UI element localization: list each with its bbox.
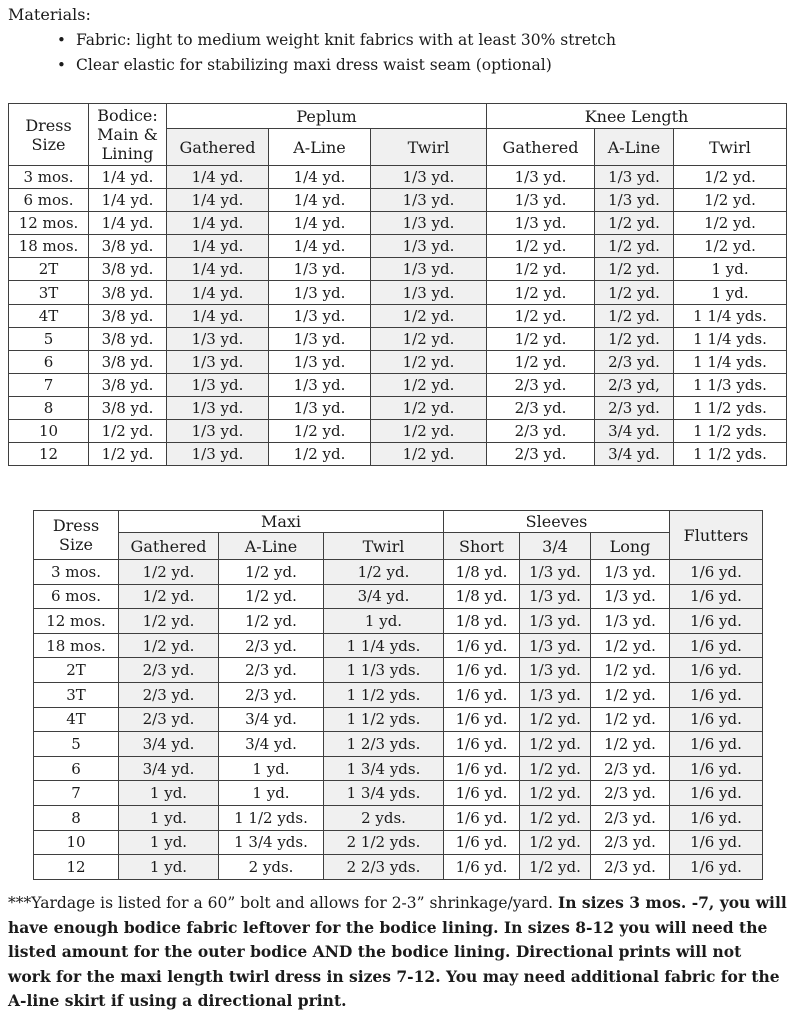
yardage-cell: 2 yds. [324, 805, 444, 830]
table-row [34, 682, 763, 707]
yardage-cell: 1/3 yd. [167, 443, 269, 466]
yardage-cell: 1/4 yd. [269, 235, 371, 258]
yardage-cell: 1 1/2 yds. [674, 396, 787, 419]
dress-size-cell: 10 [9, 420, 89, 443]
dress-size-cell: 2T [9, 258, 89, 281]
yardage-cell: 1/3 yd. [487, 212, 595, 235]
yardage-cell: 1/8 yd. [444, 560, 520, 585]
yardage-cell: 1 yd. [119, 781, 219, 806]
table2-group-sleeves: Sleeves [444, 511, 670, 533]
yardage-cell: 1/2 yd. [487, 235, 595, 258]
yardage-cell: 2/3 yd. [595, 350, 674, 373]
yardage-cell: 1/3 yd. [269, 258, 371, 281]
yardage-cell: 2 1/2 yds. [324, 830, 444, 855]
table2-sleeve-long-header: Long [591, 533, 670, 560]
yardage-cell: 1/2 yd. [371, 373, 487, 396]
yardage-cell: 1 yd. [674, 258, 787, 281]
yardage-cell: 1 1/2 yds. [324, 707, 444, 732]
yardage-cell: 1/6 yd. [670, 560, 763, 585]
table-row [9, 235, 787, 258]
yardage-cell: 2/3 yd. [119, 707, 219, 732]
table-row [34, 658, 763, 683]
yardage-cell: 3/4 yd. [595, 420, 674, 443]
yardage-cell: 1 1/4 yds. [674, 350, 787, 373]
yardage-cell: 1 3/4 yds. [219, 830, 324, 855]
table2-group-header-row [34, 511, 763, 533]
table1-group-knee-length: Knee Length [487, 104, 787, 129]
yardage-cell: 1 yd. [674, 281, 787, 304]
yardage-cell: 1/6 yd. [670, 633, 763, 658]
dress-size-cell: 3 mos. [9, 166, 89, 189]
yardage-cell: 1/3 yd. [520, 584, 591, 609]
yardage-cell: 2/3 yd. [591, 781, 670, 806]
yardage-cell: 1/2 yd. [487, 281, 595, 304]
yardage-cell: 1/2 yd. [674, 189, 787, 212]
yardage-cell: 1 yd. [219, 781, 324, 806]
yardage-cell: 2/3 yd. [219, 682, 324, 707]
yardage-cell: 1/2 yd. [487, 327, 595, 350]
yardage-cell: 1/2 yd. [119, 633, 219, 658]
dress-size-cell: 3T [34, 682, 119, 707]
yardage-cell: 1/4 yd. [269, 189, 371, 212]
dress-size-cell: 7 [34, 781, 119, 806]
yardage-cell: 1 1/3 yds. [674, 373, 787, 396]
dress-size-cell: 6 [34, 756, 119, 781]
yardage-cell: 1/2 yd. [89, 443, 167, 466]
yardage-cell: 1/3 yd. [371, 281, 487, 304]
table-row [9, 327, 787, 350]
yardage-cell: 1 1/2 yds. [324, 682, 444, 707]
yardage-cell: 1/3 yd. [520, 682, 591, 707]
yardage-cell: 1/4 yd. [167, 281, 269, 304]
dress-size-cell: 3 mos. [34, 560, 119, 585]
yardage-cell: 1/4 yd. [167, 304, 269, 327]
yardage-cell: 1/3 yd. [269, 350, 371, 373]
table2-body [34, 560, 763, 880]
yardage-cell: 1/3 yd. [167, 327, 269, 350]
yardage-cell: 1/3 yd. [371, 258, 487, 281]
yardage-cell: 1 yd. [219, 756, 324, 781]
yardage-cell: 1/6 yd. [670, 707, 763, 732]
yardage-cell: 1/2 yd. [119, 609, 219, 634]
materials-bullet-elastic: • Clear elastic for stabilizing maxi dress waist seam (optional) [57, 53, 786, 78]
yardage-cell: 1/8 yd. [444, 609, 520, 634]
yardage-cell: 1/6 yd. [670, 658, 763, 683]
yardage-cell: 1/2 yd. [591, 707, 670, 732]
yardage-cell: 1/2 yd. [269, 420, 371, 443]
table1-knee-gathered-header: Gathered [487, 129, 595, 166]
table-row [9, 189, 787, 212]
yardage-cell: 1/3 yd. [520, 633, 591, 658]
table2-maxi-gathered-header: Gathered [119, 533, 219, 560]
yardage-cell: 1/2 yd. [595, 235, 674, 258]
yardage-cell: 1/2 yd. [371, 420, 487, 443]
yardage-cell: 1/2 yd. [219, 584, 324, 609]
table2-group-maxi: Maxi [119, 511, 444, 533]
yardage-cell: 3/8 yd. [89, 327, 167, 350]
yardage-cell: 2/3 yd. [591, 805, 670, 830]
yardage-cell: 3/8 yd. [89, 258, 167, 281]
table-row [9, 281, 787, 304]
yardage-cell: 1/6 yd. [444, 781, 520, 806]
dress-size-cell: 12 mos. [9, 212, 89, 235]
yardage-cell: 3/4 yd. [219, 707, 324, 732]
table-row [34, 781, 763, 806]
yardage-cell: 1/3 yd. [269, 373, 371, 396]
dress-size-cell: 18 mos. [9, 235, 89, 258]
yardage-cell: 2/3 yd, [595, 373, 674, 396]
materials-title: Materials: [8, 5, 91, 24]
yardage-cell: 2 2/3 yds. [324, 855, 444, 880]
yardage-cell: 1/3 yd. [269, 396, 371, 419]
table-row [34, 732, 763, 757]
yardage-cell: 1/6 yd. [444, 658, 520, 683]
yardage-cell: 1/6 yd. [444, 830, 520, 855]
yardage-cell: 1/2 yd. [324, 560, 444, 585]
yardage-cell: 3/4 yd. [119, 732, 219, 757]
yardage-cell: 3/4 yd. [324, 584, 444, 609]
yardage-cell: 1/2 yd. [591, 633, 670, 658]
dress-size-cell: 10 [34, 830, 119, 855]
yardage-cell: 1/3 yd. [595, 166, 674, 189]
yardage-cell: 2 yds. [219, 855, 324, 880]
yardage-cell: 1/3 yd. [269, 327, 371, 350]
yardage-cell: 1 1/4 yds. [674, 304, 787, 327]
yardage-cell: 1/4 yd. [89, 212, 167, 235]
table-row [9, 350, 787, 373]
yardage-cell: 2/3 yd. [487, 420, 595, 443]
yardage-cell: 1/2 yd. [595, 212, 674, 235]
yardage-cell: 1 1/2 yds. [674, 443, 787, 466]
table1-group-peplum: Peplum [167, 104, 487, 129]
yardage-cell: 1/8 yd. [444, 584, 520, 609]
table-row [9, 420, 787, 443]
yardage-cell: 1/4 yd. [167, 258, 269, 281]
table-row [9, 443, 787, 466]
yardage-cell: 2/3 yd. [219, 658, 324, 683]
yardage-cell: 1 2/3 yds. [324, 732, 444, 757]
table-row [34, 633, 763, 658]
yardage-cell: 1/2 yd. [520, 756, 591, 781]
footnote-bold-text: In sizes 3 mos. -7, you will have enough bodice fabric leftover for the bodice lining. In sizes 8-12 you will need the listed amount for the outer bodice AND the bodice lining. Directional prints will not work for the maxi length twirl dress in sizes 7-12. You may need additional fabric for the A-line skirt if using a directional print. [8, 893, 787, 1010]
yardage-cell: 1/2 yd. [371, 327, 487, 350]
yardage-cell: 3/4 yd. [595, 443, 674, 466]
yardage-cell: 2/3 yd. [219, 633, 324, 658]
table1-knee-aline-header: A-Line [595, 129, 674, 166]
yardage-cell: 1/6 yd. [670, 805, 763, 830]
table-row [9, 166, 787, 189]
yardage-cell: 2/3 yd. [487, 373, 595, 396]
table2-maxi-twirl-header: Twirl [324, 533, 444, 560]
yardage-cell: 1/4 yd. [89, 189, 167, 212]
yardage-cell: 1/2 yd. [219, 609, 324, 634]
yardage-cell: 2/3 yd. [591, 855, 670, 880]
yardage-cell: 3/8 yd. [89, 235, 167, 258]
yardage-cell: 1/6 yd. [670, 609, 763, 634]
table1-peplum-gathered-header: Gathered [167, 129, 269, 166]
dress-size-cell: 12 [34, 855, 119, 880]
yardage-cell: 1/2 yd. [371, 304, 487, 327]
yardage-cell: 3/4 yd. [219, 732, 324, 757]
yardage-cell: 1/3 yd. [371, 212, 487, 235]
table1-bodice-header: Bodice: Main & Lining [89, 104, 167, 166]
yardage-cell: 1/3 yd. [371, 166, 487, 189]
yardage-cell: 1/2 yd. [591, 682, 670, 707]
materials-list [8, 28, 786, 78]
yardage-cell: 1/2 yd. [487, 304, 595, 327]
yardage-cell: 1/2 yd. [371, 443, 487, 466]
yardage-cell: 1/2 yd. [520, 855, 591, 880]
dress-size-cell: 6 mos. [9, 189, 89, 212]
yardage-cell: 1/3 yd. [167, 350, 269, 373]
yardage-cell: 1/4 yd. [167, 235, 269, 258]
yardage-cell: 1/6 yd. [444, 756, 520, 781]
yardage-cell: 1/4 yd. [167, 212, 269, 235]
yardage-cell: 1/2 yd. [219, 560, 324, 585]
yardage-cell: 1/2 yd. [520, 732, 591, 757]
table2-sleeve-short-header: Short [444, 533, 520, 560]
table-row [34, 560, 763, 585]
table1-corner-header: Dress Size [9, 104, 89, 166]
yardage-cell: 1/6 yd. [670, 732, 763, 757]
dress-size-cell: 4T [34, 707, 119, 732]
yardage-cell: 1/3 yd. [167, 420, 269, 443]
maxi-sleeves-yardage-table [33, 510, 763, 880]
yardage-cell: 1 1/4 yds. [324, 633, 444, 658]
yardage-cell: 1 3/4 yds. [324, 756, 444, 781]
table2-sleeve-threequarter-header: 3/4 [520, 533, 591, 560]
yardage-cell: 1 yd. [119, 830, 219, 855]
yardage-cell: 1/3 yd. [487, 189, 595, 212]
dress-size-cell: 12 mos. [34, 609, 119, 634]
yardage-cell: 1/2 yd. [371, 396, 487, 419]
yardage-cell: 1/2 yd. [487, 350, 595, 373]
yardage-cell: 1/4 yd. [89, 166, 167, 189]
yardage-cell: 1/4 yd. [269, 166, 371, 189]
yardage-cell: 1/2 yd. [520, 830, 591, 855]
yardage-cell: 1/3 yd. [591, 560, 670, 585]
yardage-cell: 1/2 yd. [674, 212, 787, 235]
yardage-cell: 1/2 yd. [520, 707, 591, 732]
table-row [34, 805, 763, 830]
dress-size-cell: 7 [9, 373, 89, 396]
dress-size-cell: 8 [9, 396, 89, 419]
yardage-cell: 1/6 yd. [670, 756, 763, 781]
yardage-cell: 1/3 yd. [371, 235, 487, 258]
yardage-cell: 1/2 yd. [595, 304, 674, 327]
table-row [9, 212, 787, 235]
yardage-cell: 3/8 yd. [89, 281, 167, 304]
table-row [34, 584, 763, 609]
yardage-cell: 1/2 yd. [674, 235, 787, 258]
yardage-cell: 1/3 yd. [269, 281, 371, 304]
yardage-cell: 1/2 yd. [89, 420, 167, 443]
yardage-cell: 1/2 yd. [371, 350, 487, 373]
yardage-cell: 1 yd. [119, 805, 219, 830]
yardage-cell: 1/6 yd. [444, 805, 520, 830]
yardage-cell: 1/2 yd. [520, 781, 591, 806]
yardage-cell: 1/2 yd. [520, 805, 591, 830]
table-row [34, 756, 763, 781]
yardage-cell: 1/2 yd. [269, 443, 371, 466]
table-row [9, 396, 787, 419]
yardage-cell: 1/2 yd. [487, 258, 595, 281]
yardage-cell: 1/3 yd. [487, 166, 595, 189]
table-row [9, 373, 787, 396]
yardage-cell: 1/2 yd. [595, 281, 674, 304]
table1-peplum-aline-header: A-Line [269, 129, 371, 166]
yardage-cell: 1/2 yd. [119, 584, 219, 609]
dress-size-cell: 8 [34, 805, 119, 830]
table-row [34, 609, 763, 634]
yardage-cell: 1/6 yd. [444, 732, 520, 757]
yardage-cell: 1/2 yd. [674, 166, 787, 189]
yardage-cell: 1/6 yd. [670, 682, 763, 707]
yardage-cell: 3/8 yd. [89, 373, 167, 396]
yardage-cell: 2/3 yd. [487, 443, 595, 466]
table-row [34, 830, 763, 855]
dress-size-cell: 12 [9, 443, 89, 466]
yardage-footnote [8, 891, 788, 1014]
table2-corner-header: Dress Size [34, 511, 119, 560]
yardage-cell: 2/3 yd. [119, 658, 219, 683]
yardage-cell: 1/3 yd. [591, 609, 670, 634]
yardage-cell: 2/3 yd. [595, 396, 674, 419]
dress-size-cell: 3T [9, 281, 89, 304]
materials-bullet-fabric: • Fabric: light to medium weight knit fabrics with at least 30% stretch [57, 28, 786, 53]
yardage-cell: 1 1/2 yds. [674, 420, 787, 443]
yardage-cell: 1 1/3 yds. [324, 658, 444, 683]
yardage-cell: 1/3 yd. [371, 189, 487, 212]
yardage-cell: 1/6 yd. [444, 855, 520, 880]
table1-knee-twirl-header: Twirl [674, 129, 787, 166]
yardage-cell: 1/2 yd. [595, 258, 674, 281]
yardage-cell: 3/4 yd. [119, 756, 219, 781]
yardage-cell: 2/3 yd. [591, 830, 670, 855]
footnote-normal-text: ***Yardage is listed for a 60” bolt and allows for 2-3” shrinkage/yard. [8, 894, 558, 912]
yardage-cell: 1 1/4 yds. [674, 327, 787, 350]
dress-size-cell: 2T [34, 658, 119, 683]
yardage-cell: 1/3 yd. [591, 584, 670, 609]
table-row [34, 855, 763, 880]
table1-body [9, 166, 787, 466]
dress-size-cell: 5 [34, 732, 119, 757]
yardage-cell: 2/3 yd. [591, 756, 670, 781]
yardage-cell: 1/6 yd. [670, 855, 763, 880]
table-row [34, 707, 763, 732]
table-row [9, 304, 787, 327]
yardage-cell: 1/6 yd. [444, 682, 520, 707]
yardage-cell: 1/3 yd. [520, 560, 591, 585]
dress-size-cell: 6 [9, 350, 89, 373]
dress-size-cell: 18 mos. [34, 633, 119, 658]
yardage-cell: 3/8 yd. [89, 396, 167, 419]
yardage-cell: 1/3 yd. [167, 373, 269, 396]
dress-size-cell: 6 mos. [34, 584, 119, 609]
yardage-cell: 3/8 yd. [89, 350, 167, 373]
yardage-cell: 2/3 yd. [119, 682, 219, 707]
materials-section [8, 4, 786, 78]
table2-flutters-header: Flutters [670, 511, 763, 560]
yardage-cell: 1/2 yd. [119, 560, 219, 585]
yardage-cell: 1/6 yd. [444, 633, 520, 658]
yardage-cell: 1/3 yd. [520, 658, 591, 683]
yardage-cell: 1 3/4 yds. [324, 781, 444, 806]
yardage-cell: 2/3 yd. [487, 396, 595, 419]
yardage-cell: 1/2 yd. [591, 658, 670, 683]
yardage-cell: 3/8 yd. [89, 304, 167, 327]
yardage-cell: 1/6 yd. [670, 584, 763, 609]
yardage-cell: 1/2 yd. [591, 732, 670, 757]
yardage-cell: 1/6 yd. [670, 781, 763, 806]
yardage-cell: 1/4 yd. [269, 212, 371, 235]
yardage-cell: 1/3 yd. [167, 396, 269, 419]
yardage-cell: 1/6 yd. [444, 707, 520, 732]
peplum-knee-yardage-table [8, 103, 787, 466]
table-row [9, 258, 787, 281]
table1-group-header-row [9, 104, 787, 129]
table2-subheader-row [34, 533, 763, 560]
yardage-cell: 1/3 yd. [520, 609, 591, 634]
yardage-cell: 1/2 yd. [595, 327, 674, 350]
yardage-cell: 1/4 yd. [167, 166, 269, 189]
table2-maxi-aline-header: A-Line [219, 533, 324, 560]
yardage-cell: 1/3 yd. [269, 304, 371, 327]
table1-peplum-twirl-header: Twirl [371, 129, 487, 166]
yardage-cell: 1 yd. [119, 855, 219, 880]
yardage-cell: 1/4 yd. [167, 189, 269, 212]
yardage-cell: 1/3 yd. [595, 189, 674, 212]
yardage-cell: 1/6 yd. [670, 830, 763, 855]
dress-size-cell: 5 [9, 327, 89, 350]
dress-size-cell: 4T [9, 304, 89, 327]
yardage-cell: 1 1/2 yds. [219, 805, 324, 830]
yardage-cell: 1 yd. [324, 609, 444, 634]
